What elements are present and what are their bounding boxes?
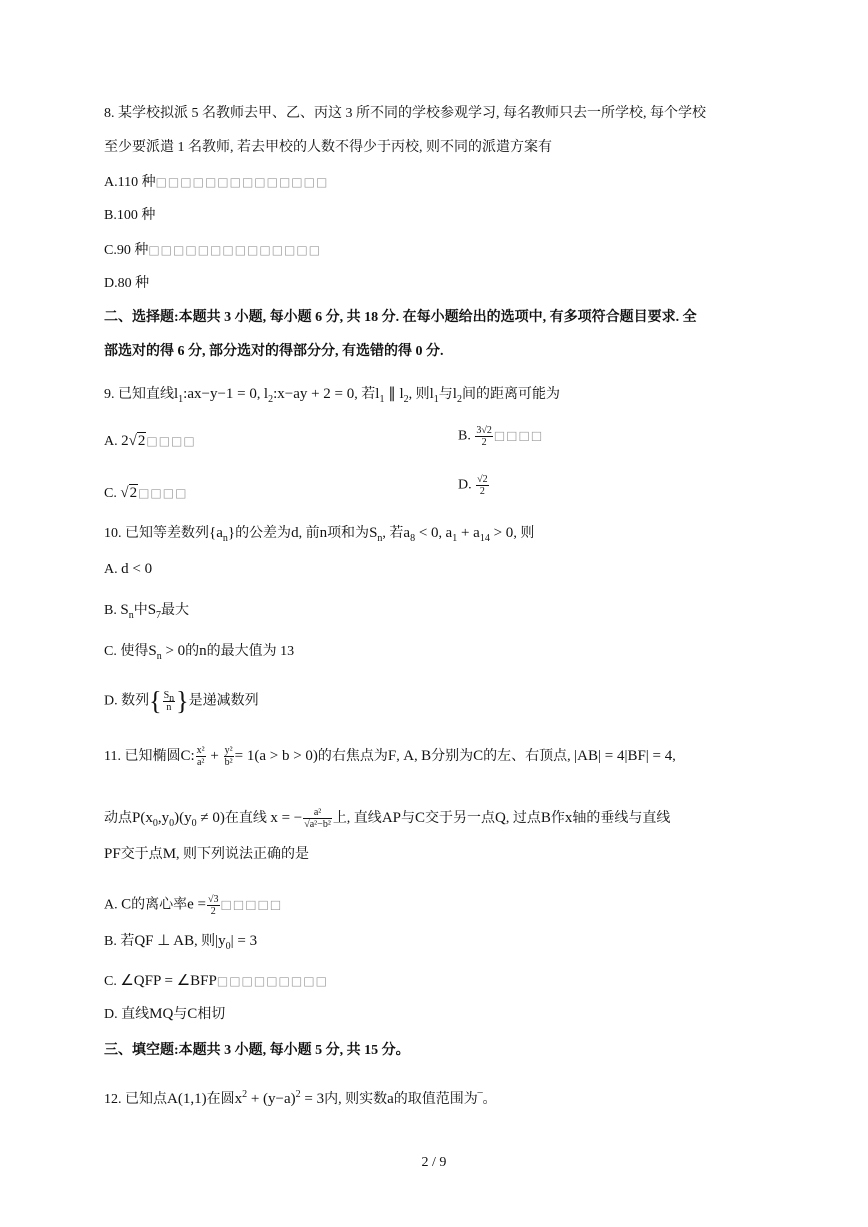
placeholder-boxes: □□□□□□□□□	[216, 974, 328, 988]
placeholder-boxes: □□□□□□□□□□□□□□	[155, 175, 329, 189]
q9-stem: 9. 已知直线$l_1:ax-y-1 = 0$, $l_2:x-ay + 2 = 0$, 若$l_1$ ∥ $l_2$, 则$l_1$与$l_2$间的距离可能为	[104, 386, 560, 405]
q11-ab-relation: |AB| = 4|BF| = 4	[574, 747, 673, 764]
q9-option-a-value: 2√2	[121, 433, 146, 449]
q9-option-d	[458, 474, 490, 497]
q9-option-b-label: B.	[458, 428, 471, 444]
q11-option-d: D. 直线MQ与C相切	[104, 1006, 226, 1022]
q9-then: , 则	[408, 387, 430, 402]
q8-stem-line2: 至少要派遣 1 名教师, 若去甲校的人数不得少于丙校, 则不同的派遣方案有	[104, 140, 552, 155]
q11-option-a-fraction: $\frac{√3}{2}$	[208, 894, 219, 917]
q9-line2: $l_2:x-ay + 2 = 0$	[263, 386, 355, 405]
q10-option-d: D. 数列{ $\frac{S_n}{n}$ }是递减数列	[104, 686, 259, 716]
q10-prefix: 10. 已知等差数列	[104, 526, 209, 541]
q9-option-a-label: A.	[104, 434, 118, 449]
q12-circle-equation: $x^2 + (y-a)^2 = 3$	[234, 1089, 325, 1107]
page-number: 2 / 9	[421, 1155, 447, 1170]
placeholder-boxes: □□□□	[493, 428, 544, 443]
q10-option-a-value: d < 0	[121, 561, 153, 577]
q11-option-c	[104, 972, 328, 991]
placeholder-boxes: □□□□□	[220, 897, 283, 912]
q10-condition-1: $a_8 < 0$	[403, 525, 439, 544]
q9-line1: $l_1:ax-y-1 = 0$	[174, 386, 257, 405]
q9-option-c	[104, 484, 187, 503]
q11-line-equation: x = − $\frac{\text{a²}}{\text{√a²−b²}}$	[270, 807, 331, 830]
q9-prefix: 9. 已知直线	[104, 387, 174, 402]
section3-heading: 三、填空题:本题共 3 小题, 每小题 5 分, 共 15 分。	[104, 1043, 410, 1058]
q11-option-a-label: A.	[104, 897, 118, 913]
q9-and: 与	[438, 387, 453, 402]
q8-option-a-text: A.110 种	[104, 175, 156, 190]
q8-option-b: B.100 种	[104, 208, 156, 223]
q11-option-b: B. 若QF ⊥ AB, 则$|y_0| = 3$	[104, 933, 258, 952]
q10-option-b: B. $S_n$中$S_7$最大	[104, 602, 190, 621]
section2-heading-line2: 部选对的得 6 分, 部分选对的得部分分, 有选错的得 0 分.	[104, 344, 444, 359]
q10-stem: 10. 已知等差数列$\{a_n\}$的公差为d, 前n项和为$S_n$, 若$a_8 < 0$, $a_1 + a_{14} > 0$, 则	[104, 525, 535, 544]
q11-point-p: $P(x_0,y_0)(y_0 \ne 0)$	[132, 809, 225, 829]
q10-condition-2: $a_1 + a_{14} > 0$	[445, 525, 514, 544]
q10-option-a-label: A.	[104, 562, 118, 577]
q10-option-d-fraction: $\frac{S_n}{n}$	[163, 690, 175, 713]
q11-option-c-label: C.	[104, 974, 117, 989]
q12-stem: 12. 已知点A(1,1)在圆$x^2 + (y-a)^2 = 3$内, 则实数a的取值范围为‾。	[104, 1089, 497, 1107]
q9-option-b	[458, 425, 543, 448]
q12-answer-blank: ‾	[477, 1092, 483, 1107]
placeholder-boxes: □□□□	[138, 486, 188, 500]
q8-stem-line1: 8. 某学校拟派 5 名教师去甲、乙、丙这 3 所不同的学校参观学习, 每名教师只去一所学校, 每个学校	[104, 106, 706, 121]
q12-prefix: 12. 已知点	[104, 1092, 167, 1107]
q11-prefix: 11. 已知椭圆	[104, 748, 181, 764]
q11-option-b-label: B. 若	[104, 934, 135, 949]
section2-heading-line1: 二、选择题:本题共 3 小题, 每小题 6 分, 共 18 分. 在每小题给出的选项中, 有多项符合题目要求. 全	[104, 310, 697, 325]
q11-stem-line3: PF交于点M, 则下列说法正确的是	[104, 846, 310, 862]
q9-tail: 间的距离可能为	[461, 387, 560, 402]
q11-stem-line2: 动点$P(x_0,y_0)(y_0 \ne 0)$在直线 x = − $\frac{\text{a²}}{\text{√a²−b²}}$ 上, 直线AP与C交于另一点Q, 过点B作x轴的垂线与直线	[104, 807, 671, 830]
q10-option-a	[104, 560, 152, 579]
q11-option-c-angle: ∠QFP = ∠BFP	[120, 973, 217, 989]
q9-option-c-label: C.	[104, 486, 117, 501]
q9-parallel: $l_1$ ∥ $l_2$	[375, 386, 409, 405]
q9-option-a	[104, 432, 196, 451]
q10-option-c: C. 使得$S_n > 0$的n的最大值为 13	[104, 643, 295, 662]
placeholder-boxes: □□□□	[146, 434, 196, 448]
placeholder-boxes: □□□□□□□□□□□□□□	[148, 243, 322, 257]
q9-option-c-value: √2	[120, 485, 138, 501]
q9-option-b-fraction: $\frac{3√2}{2}$	[476, 425, 492, 448]
q9-option-d-fraction: $\frac{√2}{2}$	[477, 474, 488, 497]
q8-option-c	[104, 241, 321, 260]
q10-option-b-label: B.	[104, 603, 117, 618]
q10-option-c-label: C. 使得	[104, 644, 149, 659]
q8-option-d: D.80 种	[104, 276, 150, 291]
q11-option-a: A. C的离心率e = $\frac{√3}{2}$ □□□□□	[104, 894, 283, 917]
q12-point-a: A(1,1)	[167, 1091, 207, 1107]
q9-option-d-label: D.	[458, 477, 472, 493]
q10-option-d-label: D. 数列	[104, 693, 150, 709]
q11-stem-line1: 11. 已知椭圆C: $\frac{\text{x²}}{\text{a²}}$ + $\frac{\text{y²}}{\text{b²}}$ = 1(a > b > 0)的右焦点为F, A, B分别为C的左、右顶点, |AB| = 4|BF| = 4,	[104, 745, 676, 768]
q11-ellipse-equation: C: $\frac{\text{x²}}{\text{a²}}$ + $\frac{\text{y²}}{\text{b²}}$ = 1(a > b > 0)	[180, 745, 318, 768]
q10-sequence: $\{a_n\}$	[209, 525, 236, 544]
q10-sum: $S_n$	[369, 525, 383, 544]
q10-d: d	[291, 525, 299, 541]
q8-option-c-text: C.90 种	[104, 243, 149, 258]
q9-if: , 若	[354, 387, 376, 402]
q11-option-d-label: D. 直线	[104, 1007, 150, 1022]
q8-option-a	[104, 173, 328, 192]
